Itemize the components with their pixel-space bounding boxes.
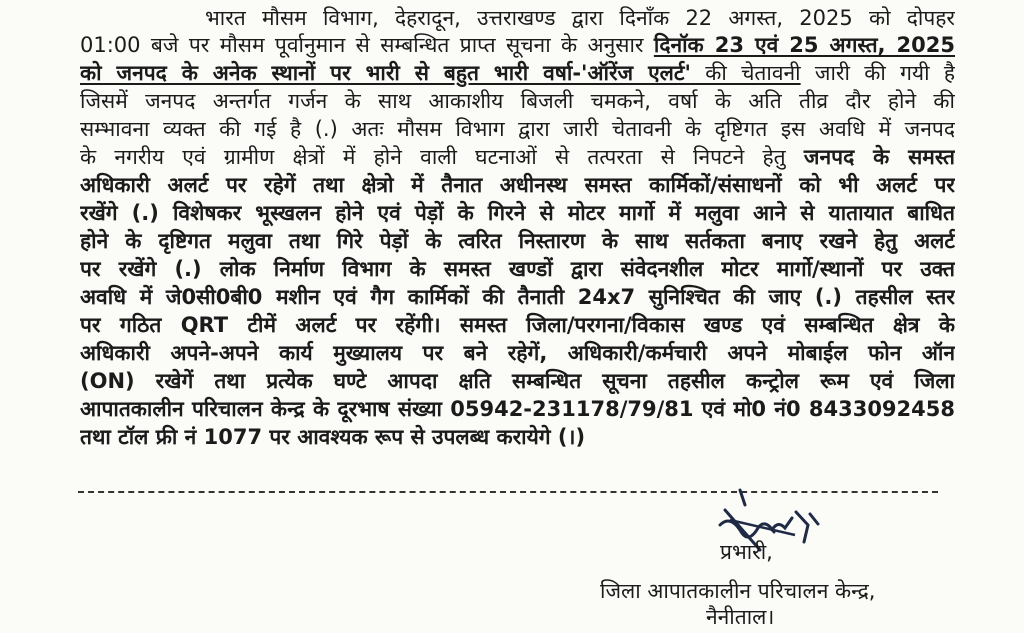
text-line: [80, 59, 955, 87]
text-line: [80, 143, 955, 171]
text-line: [80, 283, 955, 311]
text-span: को जनपद के अनेक स्थानों पर भारी से बहुत भारी वर्षा-'ऑरेंज एलर्ट': [80, 61, 691, 85]
text-span: दिनॉक 23 एवं 25 अगस्त, 2025: [653, 33, 955, 57]
text-line: [80, 255, 955, 283]
text-span: की चेतावनी: [690, 61, 801, 85]
text-span: (ON) रखेगें तथा प्रत्येक घण्टे आपदा क्षति सम्बन्धित सूचना तहसील कन्ट्रोल रूम एवं जिला: [80, 369, 955, 393]
text-line: [80, 87, 955, 115]
signatory-location: नैनीताल।: [706, 605, 775, 629]
text-line: [80, 339, 955, 367]
text-span: के नगरीय एवं ग्रामीण क्षेत्रों में होने वाली घटनाओं से तत्परता से निपटने हेतु: [80, 145, 804, 169]
text-line: [80, 423, 955, 451]
text-line: [205, 4, 955, 32]
text-line: [80, 115, 955, 143]
text-span: अधिकारी अपने-अपने कार्य मुख्यालय पर बने रहेगें, अधिकारी/कर्मचारी अपने मोबाईल फोन ऑन: [80, 341, 955, 365]
text-span: भारत मौसम विभाग, देहरादून, उत्तराखण्ड द्वारा दिनाँक 22 अगस्त, 2025 को दोपहर: [205, 6, 955, 30]
text-line: [80, 395, 955, 423]
text-span: जनपद के समस्त: [803, 145, 955, 169]
text-span: आपातकालीन परिचालन केन्द्र के दूरभाष संख्या 05942-231178/79/81 एवं मो0 नं0 8433092458: [80, 397, 955, 421]
text-span: सम्भावना व्यक्त की गई है (.) अतः मौसम विभाग द्वारा जारी चेतावनी के दृष्टिगत इस अवधि में जनपद: [80, 117, 955, 141]
text-span: 01:00 बजे पर मौसम पूर्वानुमान से सम्बन्धित प्राप्त सूचना के अनुसार: [80, 33, 654, 57]
text-span: पर रखेंगे (.) लोक निर्माण विभाग के समस्त खण्डों द्वारा संवेदनशील मोटर मार्गो/स्थानों पर उक्त: [80, 257, 955, 281]
signatory-office: जिला आपातकालीन परिचालन केन्द्र,: [600, 579, 876, 603]
text-span: अधिकारी अलर्ट पर रहेगें तथा क्षेत्रो में तैनात अधीनस्थ समस्त कार्मिकों/संसाधनों को भी अलर्ट पर: [80, 173, 955, 197]
text-line: [80, 227, 955, 255]
text-line: [80, 31, 955, 59]
text-line: [80, 367, 955, 395]
signatory-designation: प्रभारी,: [720, 540, 773, 564]
text-line: [80, 199, 955, 227]
text-span: जारी की गयी है: [800, 61, 955, 85]
text-span: होने के दृष्टिगत मलुवा तथा गिरे पेड़ों के त्वरित निस्तारण के साथ सर्तकता बनाए रखने हेतु अलर्ट: [80, 229, 955, 253]
text-span: जिसमें जनपद अन्तर्गत गर्जन के साथ आकाशीय बिजली चमकने, वर्षा के अति तीव्र दौर होने की: [80, 89, 955, 113]
text-line: [80, 171, 955, 199]
text-span: अवधि में जे0सी0बी0 मशीन एवं गैग कार्मिकों की तैनाती 24x7 सुनिश्चित की जाए (.) तहसील स्तर: [80, 285, 955, 309]
text-span: तथा टॉल फ्री नं 1077 पर आवश्यक रूप से उपलब्ध करायेगे (।): [80, 425, 586, 449]
text-line: [80, 311, 955, 339]
text-span: रखेंगे (.) विशेषकर भूस्खलन होने एवं पेड़ों के गिरने से मोटर मार्गो में मलुवा आने से यातायात बाधित: [80, 201, 955, 225]
text-span: पर गठित QRT टीमें अलर्ट पर रहेंगी। समस्त जिला/परगना/विकास खण्ड एवं सम्बन्धित क्षेत्र के: [80, 313, 955, 337]
